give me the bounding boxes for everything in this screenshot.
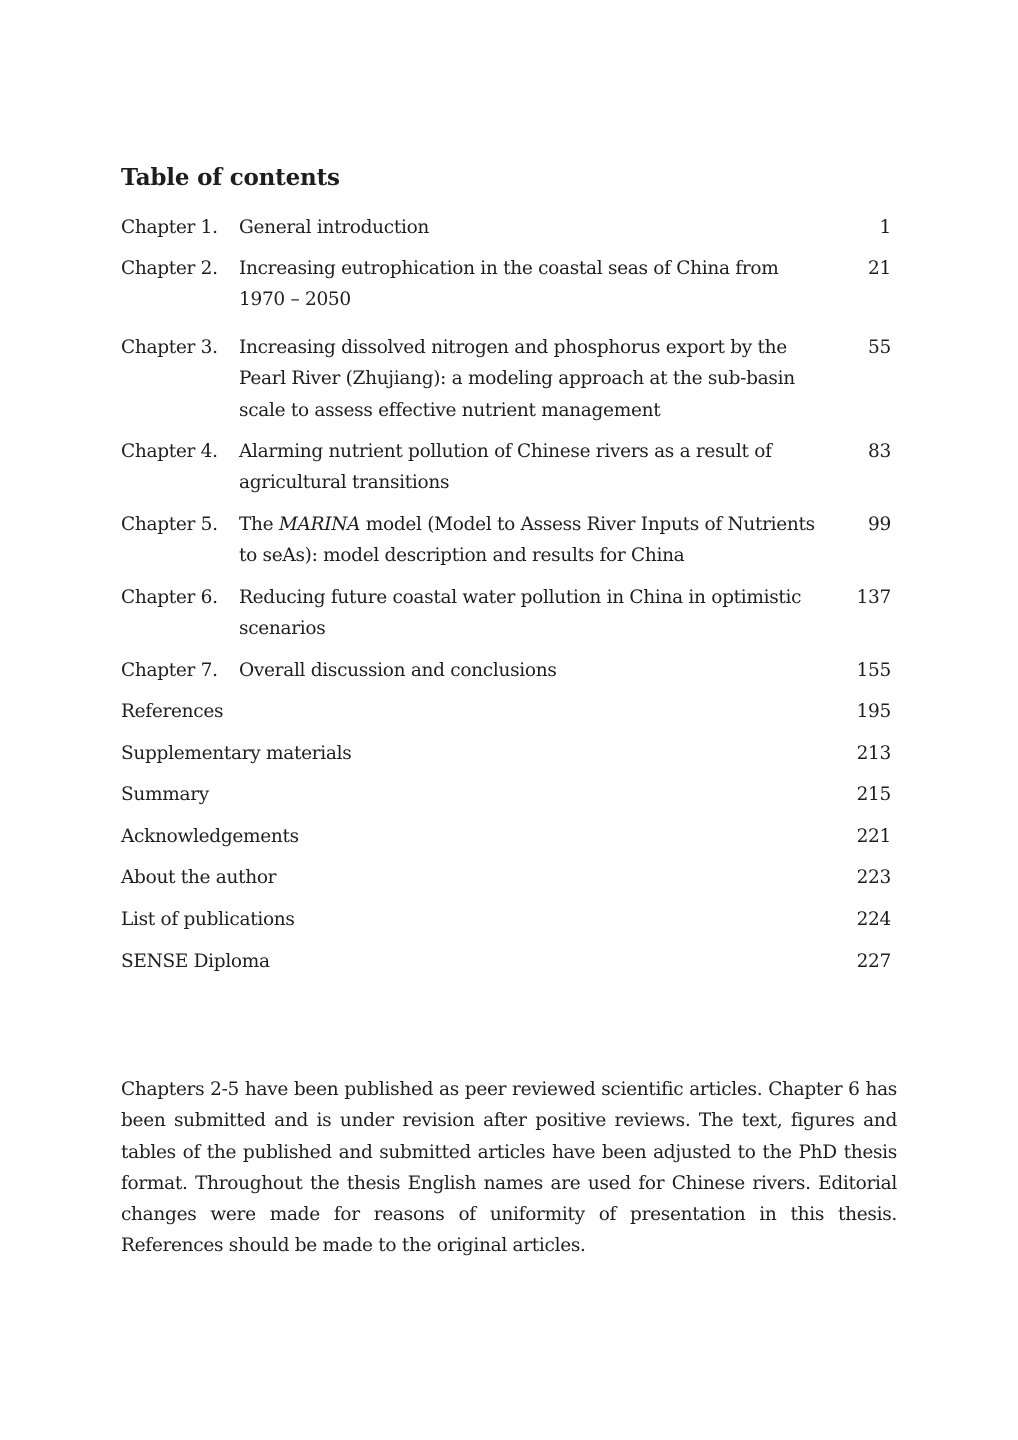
entry-page: 223	[856, 867, 891, 888]
entry-page: 221	[856, 826, 891, 847]
toc-entry-chapter-7	[121, 655, 897, 696]
toc-entry-about-the-author	[121, 862, 897, 904]
entry-title: General introduction	[239, 217, 430, 238]
entry-page: 155	[856, 660, 891, 681]
entry-number: Chapter 3.	[121, 337, 218, 358]
toc-entry-chapter-2	[121, 253, 897, 332]
entry-page: 83	[868, 441, 891, 462]
entry-number: Chapter 5.	[121, 514, 218, 535]
entry-page: 1	[879, 217, 891, 238]
entry-page: 227	[856, 951, 891, 972]
entry-title: References	[121, 701, 224, 722]
toc-title: Table of contents	[121, 164, 340, 191]
entry-number: Chapter 1.	[121, 217, 218, 238]
entry-number: Chapter 4.	[121, 441, 218, 462]
entry-page: 213	[856, 743, 891, 764]
toc-entry-sense-diploma	[121, 946, 897, 988]
entry-page: 21	[868, 258, 891, 279]
toc-entry-chapter-5	[121, 509, 897, 582]
toc-entry-chapter-6	[121, 582, 897, 655]
entry-page: 224	[856, 909, 891, 930]
toc-entry-chapter-3	[121, 332, 897, 436]
entry-title: SENSE Diploma	[121, 951, 270, 972]
entry-title-italic: MARINA	[278, 514, 361, 535]
entry-title-suffix: model (Model to Assess River Inputs of Nutrients to seAs): model description and results for China	[239, 514, 815, 567]
entry-page: 195	[856, 701, 891, 722]
toc-entry-acknowledgements	[121, 821, 897, 862]
publication-note: Chapters 2-5 have been published as peer reviewed scientific articles. Chapter 6 has been submitted and is under revision after positive reviews. The text, figures and tables of the published and submitted articles have been adjusted to the PhD thesis format. Throughout the thesis English names are used for Chinese rivers. Editorial changes were made for reasons of uniformity of presentation in this thesis. References should be made to the original articles.	[121, 1079, 897, 1257]
toc-entry-supplementary-materials	[121, 738, 897, 779]
toc-entry-list-of-publications	[121, 904, 897, 946]
entry-page: 55	[868, 337, 891, 358]
entry-page: 99	[868, 514, 891, 535]
toc-entry-chapter-4	[121, 436, 897, 509]
entry-number: Chapter 7.	[121, 660, 218, 681]
entry-title-prefix: The	[239, 514, 279, 535]
entry-page: 137	[856, 587, 891, 608]
entry-title: Increasing dissolved nitrogen and phosphorus export by the Pearl River (Zhujiang): a modeling approach at the sub-basin scale to assess effective nutrient management	[239, 337, 795, 421]
entry-page: 215	[856, 784, 891, 805]
entry-title: Summary	[121, 784, 209, 805]
entry-title: List of publications	[121, 909, 295, 930]
entry-title: About the author	[121, 867, 277, 888]
entry-number: Chapter 6.	[121, 587, 218, 608]
entry-title: Increasing eutrophication in the coastal seas of China from 1970 – 2050	[239, 258, 779, 311]
entry-title: Supplementary materials	[121, 743, 352, 764]
toc-entry-summary	[121, 779, 897, 821]
entry-title: Overall discussion and conclusions	[239, 660, 557, 681]
toc-list	[121, 212, 897, 988]
entry-title: Reducing future coastal water pollution in China in optimistic scenarios	[239, 587, 802, 640]
entry-title: Acknowledgements	[121, 826, 299, 847]
entry-number: Chapter 2.	[121, 258, 218, 279]
entry-title	[239, 509, 824, 572]
toc-entry-references	[121, 696, 897, 738]
entry-title: Alarming nutrient pollution of Chinese rivers as a result of agricultural transitions	[239, 441, 772, 494]
toc-entry-chapter-1	[121, 212, 897, 253]
document-page	[121, 0, 897, 1440]
